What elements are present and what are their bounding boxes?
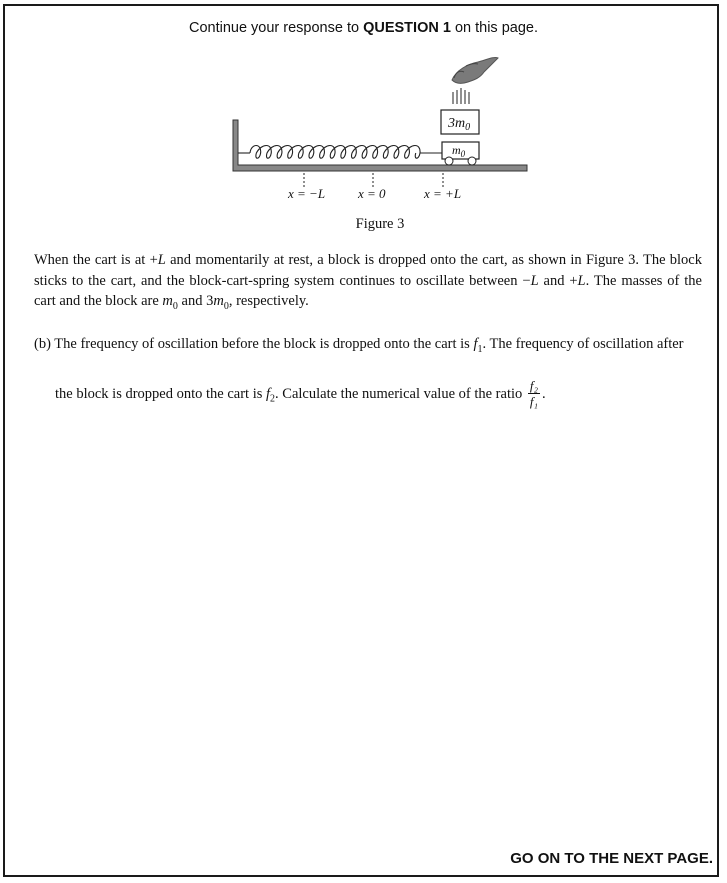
- header-suffix: on this page.: [454, 20, 538, 36]
- question-number: QUESTION 1: [363, 20, 451, 36]
- header-prefix: Continue your response to: [188, 20, 360, 36]
- figure-3: [230, 50, 530, 225]
- spring: [238, 146, 442, 159]
- label-x-zero: x = 0: [358, 186, 386, 201]
- cart-label: $m_0$: [452, 143, 466, 159]
- page-header: [0, 20, 727, 36]
- footer-next-page: GO ON TO THE NEXT PAGE.: [510, 850, 713, 867]
- ratio-denominator: f₁: [529, 394, 539, 409]
- cart-wheel-left: [445, 157, 453, 165]
- hand-icon: [452, 57, 498, 83]
- block-label: $3m_0$: [448, 116, 471, 133]
- drop-motion-lines: [453, 88, 469, 104]
- question-b-line-2: the block is dropped onto the cart is $f_2$. Calculate the numerical value of the ratio $\frac{\text{f₂}}{\text{f₁}}$ .: [55, 378, 546, 409]
- ratio-numerator: f₂: [529, 378, 539, 393]
- label-x-neg-L: x = −L: [288, 186, 326, 201]
- label-x-pos-L: x = +L: [424, 186, 462, 201]
- cart-wheel-right: [468, 157, 476, 165]
- question-b-line-1: (b) The frequency of oscillation before the block is dropped onto the cart is $f_1$. The frequency of oscillation after: [34, 336, 684, 355]
- spring-cart-diagram: [230, 50, 530, 225]
- problem-paragraph: When the cart is at +L and momentarily at rest, a block is dropped onto the cart, as shown in Figure 3. The block sticks to the cart, and the block-cart-spring system continues to oscillate between −L and +L. The masses of the cart and the block are $m_0$ and $3m_0$, respectively.: [34, 252, 702, 312]
- figure-caption: Figure 3: [355, 216, 405, 232]
- ratio-fraction: [528, 378, 540, 409]
- position-marks: [304, 173, 443, 187]
